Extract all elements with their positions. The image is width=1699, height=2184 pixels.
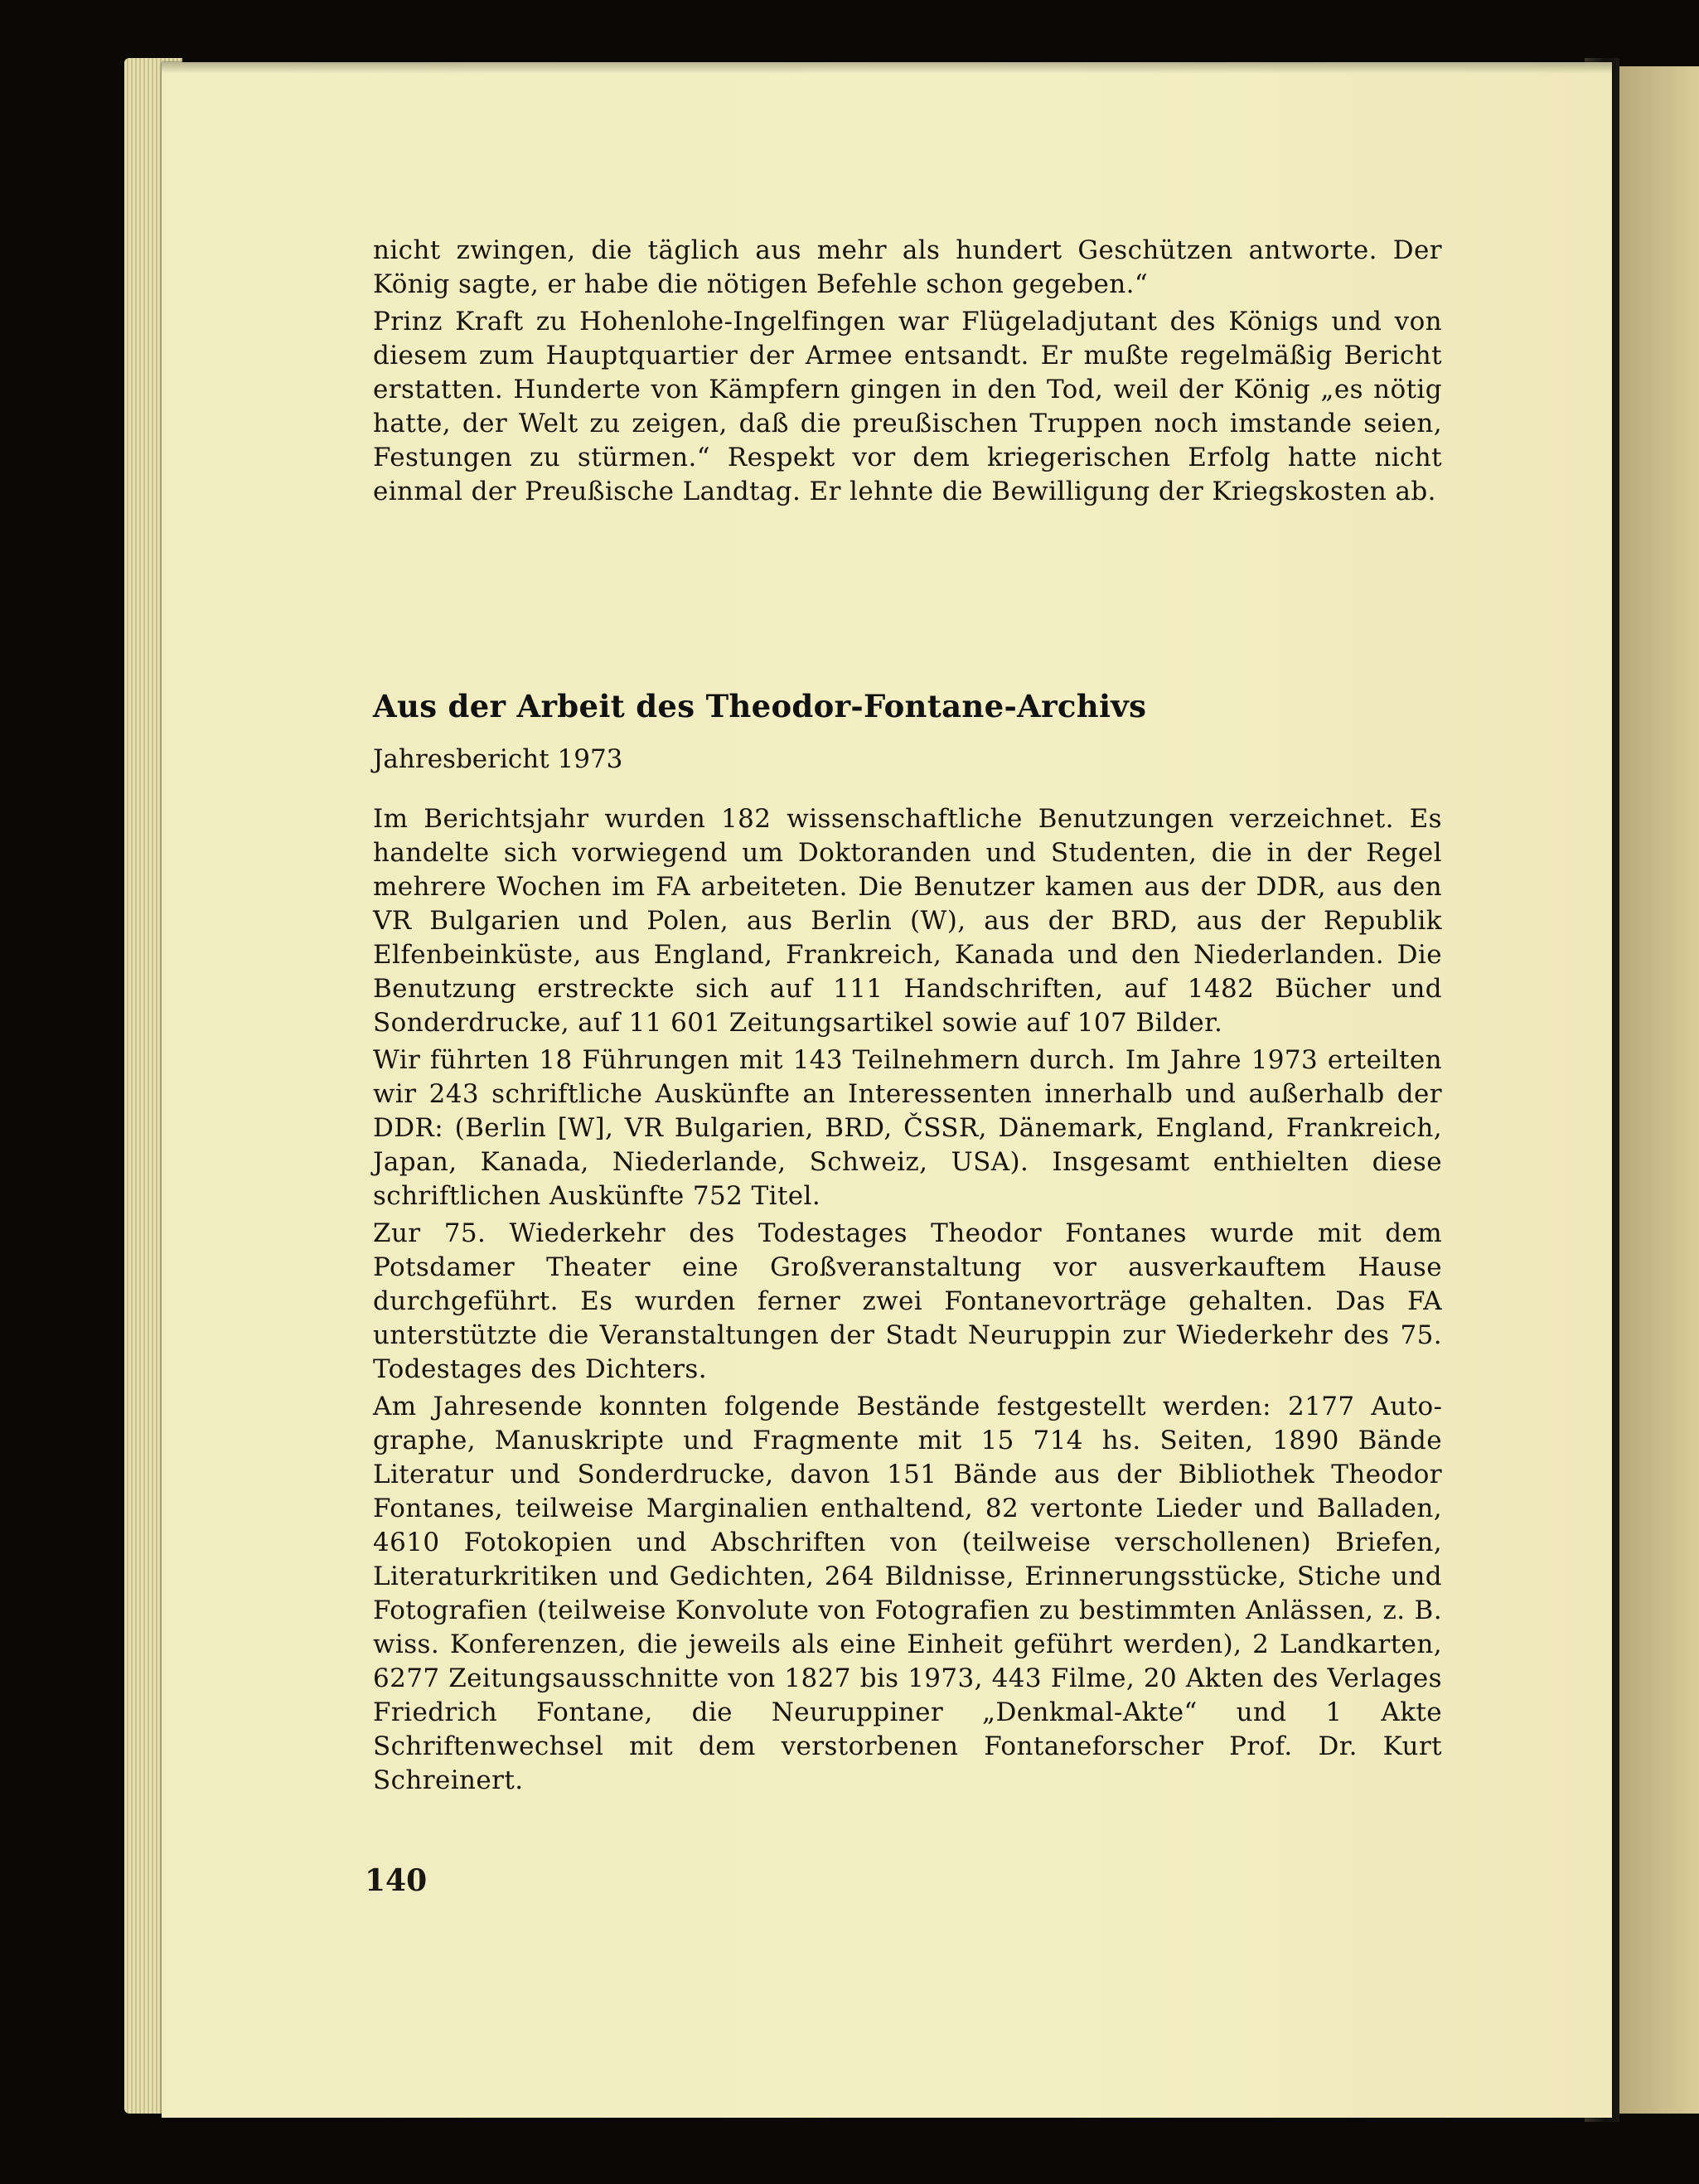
section-heading: Aus der Arbeit des Theodor-Fontane-Archivs [373,688,1147,724]
paragraph: Zur 75. Wiederkehr des Todestages Theodor Fontanes wurde mit dem Potsdamer Theater eine Großveranstaltung vor ausverkauftem Hause durchgeführt. Es wurden ferner zwei Fontanevorträge gehalten. Das FA unterstützte die Veranstaltungen der Stadt Neuruppin zur Wiederkehr des 75. Todestages des Dichters. [373,1218,1442,1384]
report-text [373,802,1442,1801]
continued-text [373,234,1442,512]
paragraph: Wir führten 18 Führungen mit 143 Teilnehmern durch. Im Jahre 1973 erteilten wir 243 schriftliche Auskünfte an Interessenten innerhalb und außerhalb der DDR: (Berlin [W], VR Bulgarien, BRD, ČSSR, Dänemark, England, Frankreich, Japan, Kanada, Niederlande, Schweiz, USA). Insgesamt enthielten diese schriftlichen Auskünfte 752 Titel. [373,1045,1442,1211]
facing-page-edge [1619,66,1699,2114]
paragraph: Im Berichtsjahr wurden 182 wissenschaftliche Benutzungen verzeichnet. Es handelte sich vorwiegend um Doktoranden und Studenten, die in der Regel mehrere Wochen im FA arbeiteten. Die Benutzer kamen aus der DDR, aus den VR Bulgarien und Polen, aus Berlin (W), aus der BRD, aus der Republik Elfenbeinküste, aus England, Frankreich, Kanada und den Niederlanden. Die Benutzung erstreckte sich auf 111 Handschriften, auf 1482 Bücher und Sonderdrucke, auf 11 601 Zeitungsartikel sowie auf 107 Bilder. [373,804,1442,1038]
page-shadow [162,62,1612,74]
paragraph: Am Jahresende konnten folgende Bestände festgestellt werden: 2177 Autographe, Manuskripte und Fragmente mit 15 714 hs. Seiten, 1890 Bände Literatur und Sonderdrucke, davon 151 Bände aus der Bibliothek Theodor Fontanes, teilweise Marginalien enthaltend, 82 vertonte Lieder und Balladen, 4610 Fotokopien und Abschriften von (teilweise verschollenen) Briefen, Literaturkritiken und Gedichten, 264 Bildnisse, Erinnerungsstücke, Stiche und Fotografien (teilweise Konvolute von Fotografien zu bestimmten Anlässen, z. B. wiss. Konferenzen, die jeweils als eine Einheit geführt werden), 2 Landkarten, 6277 Zeitungsausschnitte von 1827 bis 1973, 443 Filme, 20 Akten des Verlages Friedrich Fontane, die Neuruppiner „Denkmal-Akte“ und 1 Akte Schriftenwechsel mit dem verstorbenen Fontaneforscher Prof. Dr. Kurt Schreinert. [373,1392,1442,1795]
section-subtitle: Jahresbericht 1973 [373,744,623,774]
paragraph: Prinz Kraft zu Hohenlohe-Ingelfingen war Flügeladjutant des Königs und von diesem zum Hauptquartier der Armee entsandt. Er mußte regelmäßig Bericht erstatten. Hunderte von Kämpfern gingen in den Tod, weil der König „es nötig hatte, der Welt zu zeigen, daß die preußischen Truppen noch imstande seien, Festungen zu stürmen.“ Respekt vor dem kriegerischen Erfolg hatte nicht einmal der Preußische Landtag. Er lehnte die Bewilligung der Kriegskosten ab. [373,307,1442,506]
page-number: 140 [365,1863,428,1898]
paragraph: nicht zwingen, die täglich aus mehr als hundert Geschützen antworte. Der König sagte, er habe die nötigen Befehle schon gegeben.“ [373,235,1442,299]
